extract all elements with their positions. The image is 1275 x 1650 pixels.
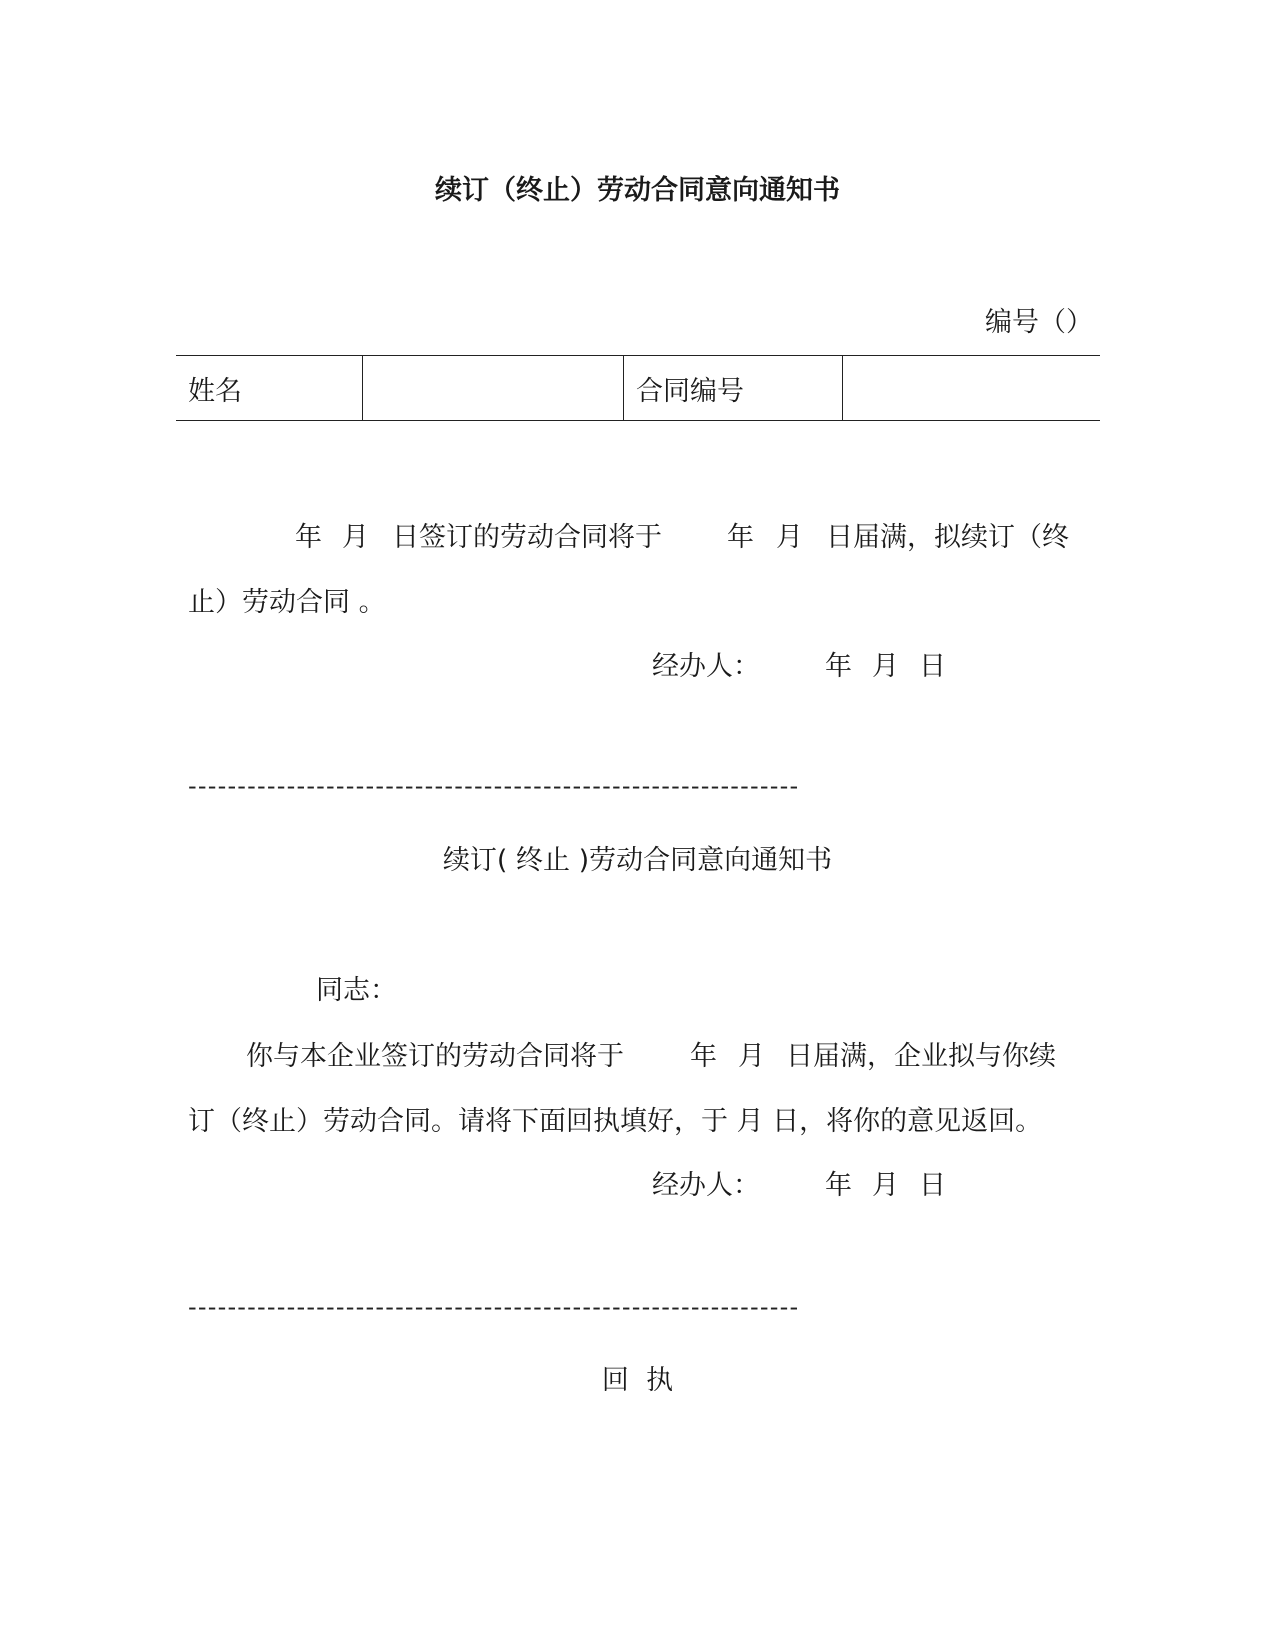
body-text-3: 止）劳动合同 。 xyxy=(188,587,386,618)
body-text-2: 日届满，拟续订（终 xyxy=(826,522,1069,553)
second-signature-month: 月 xyxy=(872,1170,899,1201)
body-text-1: 日签订的劳动合同将于 xyxy=(392,522,662,553)
second-body-text-1: 你与本企业签订的劳动合同将于 xyxy=(246,1041,624,1072)
body-month-2: 月 xyxy=(776,522,803,553)
name-field[interactable] xyxy=(363,356,624,421)
handler-label: 经办人： xyxy=(652,651,760,682)
signature-day: 日 xyxy=(919,651,946,682)
second-body-text-2: 日届满，企业拟与你续 xyxy=(786,1041,1056,1072)
second-signature-year: 年 xyxy=(825,1170,852,1201)
receipt-title: 回 执 xyxy=(601,1365,674,1396)
notice-title: 续订（终止）劳动合同意向通知书 xyxy=(435,175,840,206)
contract-number-field[interactable] xyxy=(843,356,1101,421)
body-year-2: 年 xyxy=(727,522,754,553)
salutation: 同志： xyxy=(316,975,397,1006)
signature-month: 月 xyxy=(872,651,899,682)
body-year-1: 年 xyxy=(295,522,322,553)
table-row xyxy=(176,356,1100,421)
signature-year: 年 xyxy=(825,651,852,682)
second-signature-day: 日 xyxy=(919,1170,946,1201)
second-notice-title: 续订( 终止 )劳动合同意向通知书 xyxy=(442,845,833,876)
second-handler-label: 经办人： xyxy=(652,1170,760,1201)
second-body-year: 年 xyxy=(690,1041,717,1072)
second-body-text-3: 订（终止）劳动合同。请将下面回执填好，于 月 日，将你的意见返回。 xyxy=(188,1106,1043,1137)
second-body-month: 月 xyxy=(738,1041,765,1072)
body-month-1: 月 xyxy=(342,522,369,553)
cut-line-2: -------------------------------------------------------------- xyxy=(188,1293,800,1321)
name-label: 姓名 xyxy=(176,356,363,421)
info-table xyxy=(176,355,1100,421)
cut-line-1: -------------------------------------------------------------- xyxy=(188,772,800,800)
contract-number-label: 合同编号 xyxy=(624,356,843,421)
document-number: 编号（） xyxy=(985,307,1093,338)
